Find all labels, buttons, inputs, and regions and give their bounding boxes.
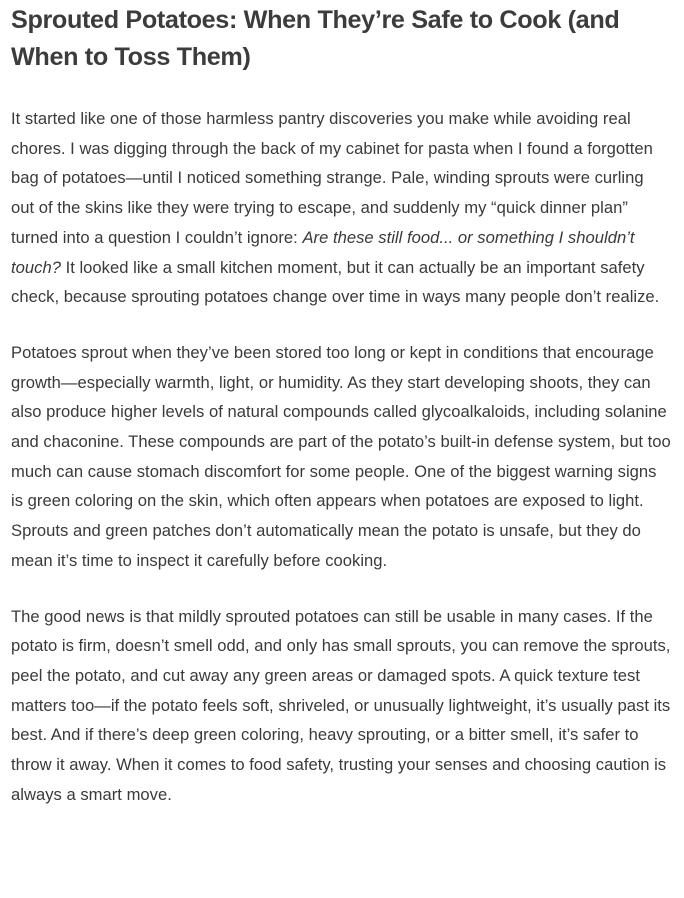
article bbox=[11, 0, 671, 809]
paragraph-text: It looked like a small kitchen moment, but it can actually be an important safety check, because sprouting potatoes change over time in ways many people don’t realize. bbox=[11, 257, 660, 307]
article-title: Sprouted Potatoes: When They’re Safe to Cook (and When to Toss Them) bbox=[11, 6, 620, 71]
emphasized-question: Are these still food... or something I shouldn’t touch? bbox=[11, 227, 635, 277]
article-paragraph-good-news: The good news is that mildly sprouted potatoes can still be usable in many cases. If the potato is firm, doesn’t smell odd, and only has small sprouts, you can remove the sprouts, peel the potato, and cut away any green areas or damaged spots. A quick texture test matters too—if the potato feels soft, shriveled, or unusually lightweight, it’s usually past its best. And if there’s deep green coloring, heavy sprouting, or a bitter smell, it’s safer to throw it away. When it comes to food safety, trusting your senses and choosing caution is always a smart move. bbox=[11, 606, 671, 804]
paragraph-text: It started like one of those harmless pantry discoveries you make while avoiding real chores. I was digging through the back of my cabinet for pasta when I found a forgotten bag of potatoes—until I noticed something strange. Pale, winding sprouts were curling out of the skins like they were trying to escape, and suddenly my “quick dinner plan” turned into a question I couldn’t ignore: bbox=[11, 109, 653, 247]
article-paragraph-intro bbox=[11, 104, 671, 312]
article-paragraph-why-sprout: Potatoes sprout when they’ve been stored too long or kept in conditions that encourage growth—especially warmth, light, or humidity. As they start developing shoots, they can also produce higher levels of natural compounds called glycoalkaloids, including solanine and chaconine. These compounds are part of the potato’s built-in defense system, but too much can cause stomach discomfort for some people. One of the biggest warning signs is green coloring on the skin, which often appears when potatoes are exposed to light. Sprouts and green patches don’t automatically mean the potato is unsafe, but they do mean it’s time to inspect it carefully before cooking. bbox=[11, 342, 671, 570]
